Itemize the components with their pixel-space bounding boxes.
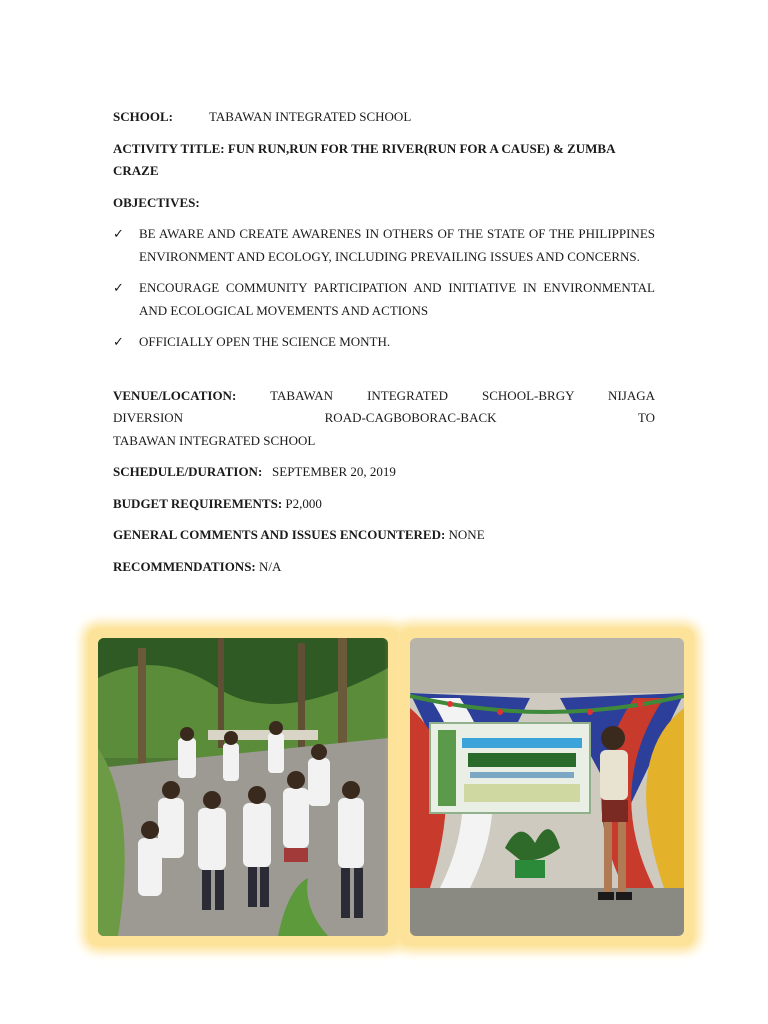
check-icon: ✓ bbox=[113, 280, 124, 295]
document-body bbox=[113, 106, 655, 587]
venue-label: VENUE/LOCATION: bbox=[113, 387, 237, 403]
list-item: ✓ OFFICIALLY OPEN THE SCIENCE MONTH. bbox=[113, 331, 655, 354]
recommendations-row bbox=[113, 556, 655, 579]
schedule-value: SEPTEMBER 20, 2019 bbox=[272, 464, 396, 479]
school-row bbox=[113, 106, 655, 129]
venue-row bbox=[113, 385, 655, 453]
fun-run-image bbox=[98, 638, 388, 936]
list-item: ✓ BE AWARE AND CREATE AWARENES IN OTHERS OF THE STATE OF THE PHILIPPINES ENVIRONMENT AND ECOLOGY, INCLUDING PREVAILING ISSUES AND CONCERNS. bbox=[113, 223, 655, 268]
venue-line1: TABAWAN INTEGRATED SCHOOL-BRGY NIJAGA bbox=[270, 387, 655, 403]
venue-line2b: ROAD-CAGBOBORAC-BACK bbox=[324, 410, 497, 425]
budget-row bbox=[113, 493, 655, 516]
recommendations-value: N/A bbox=[259, 558, 282, 574]
activity-value: FUN RUN,RUN FOR THE RIVER(RUN FOR A CAUSE) & ZUMBA CRAZE bbox=[113, 140, 615, 178]
school-value: TABAWAN INTEGRATED SCHOOL bbox=[208, 109, 412, 124]
photo-fun-run bbox=[88, 628, 398, 946]
comments-row bbox=[113, 524, 655, 547]
activity-label: ACTIVITY TITLE: bbox=[113, 140, 225, 156]
budget-value: P2,000 bbox=[285, 495, 322, 511]
check-icon: ✓ bbox=[113, 226, 124, 241]
venue-line2c: TO bbox=[637, 410, 656, 425]
recommendations-label: RECOMMENDATIONS: bbox=[113, 558, 256, 574]
budget-label: BUDGET REQUIREMENTS: bbox=[113, 495, 283, 511]
activity-row bbox=[113, 138, 655, 183]
objectives-label: OBJECTIVES: bbox=[113, 194, 200, 210]
comments-value: NONE bbox=[448, 527, 485, 542]
stage-image bbox=[410, 638, 684, 936]
comments-label: GENERAL COMMENTS AND ISSUES ENCOUNTERED: bbox=[113, 527, 446, 542]
photo-science-month-stage bbox=[400, 628, 694, 946]
check-icon: ✓ bbox=[113, 334, 124, 349]
schedule-row bbox=[113, 461, 655, 484]
venue-line2a: DIVERSION bbox=[113, 410, 184, 425]
schedule-label: SCHEDULE/DURATION: bbox=[113, 464, 263, 479]
venue-line3: TABAWAN INTEGRATED SCHOOL bbox=[113, 432, 316, 448]
school-label: SCHOOL: bbox=[113, 109, 173, 124]
objectives-list bbox=[113, 223, 655, 354]
list-item: ✓ ENCOURAGE COMMUNITY PARTICIPATION AND INITIATIVE IN ENVIRONMENTAL AND ECOLOGICAL MOVEMENTS AND ACTIONS bbox=[113, 277, 655, 322]
